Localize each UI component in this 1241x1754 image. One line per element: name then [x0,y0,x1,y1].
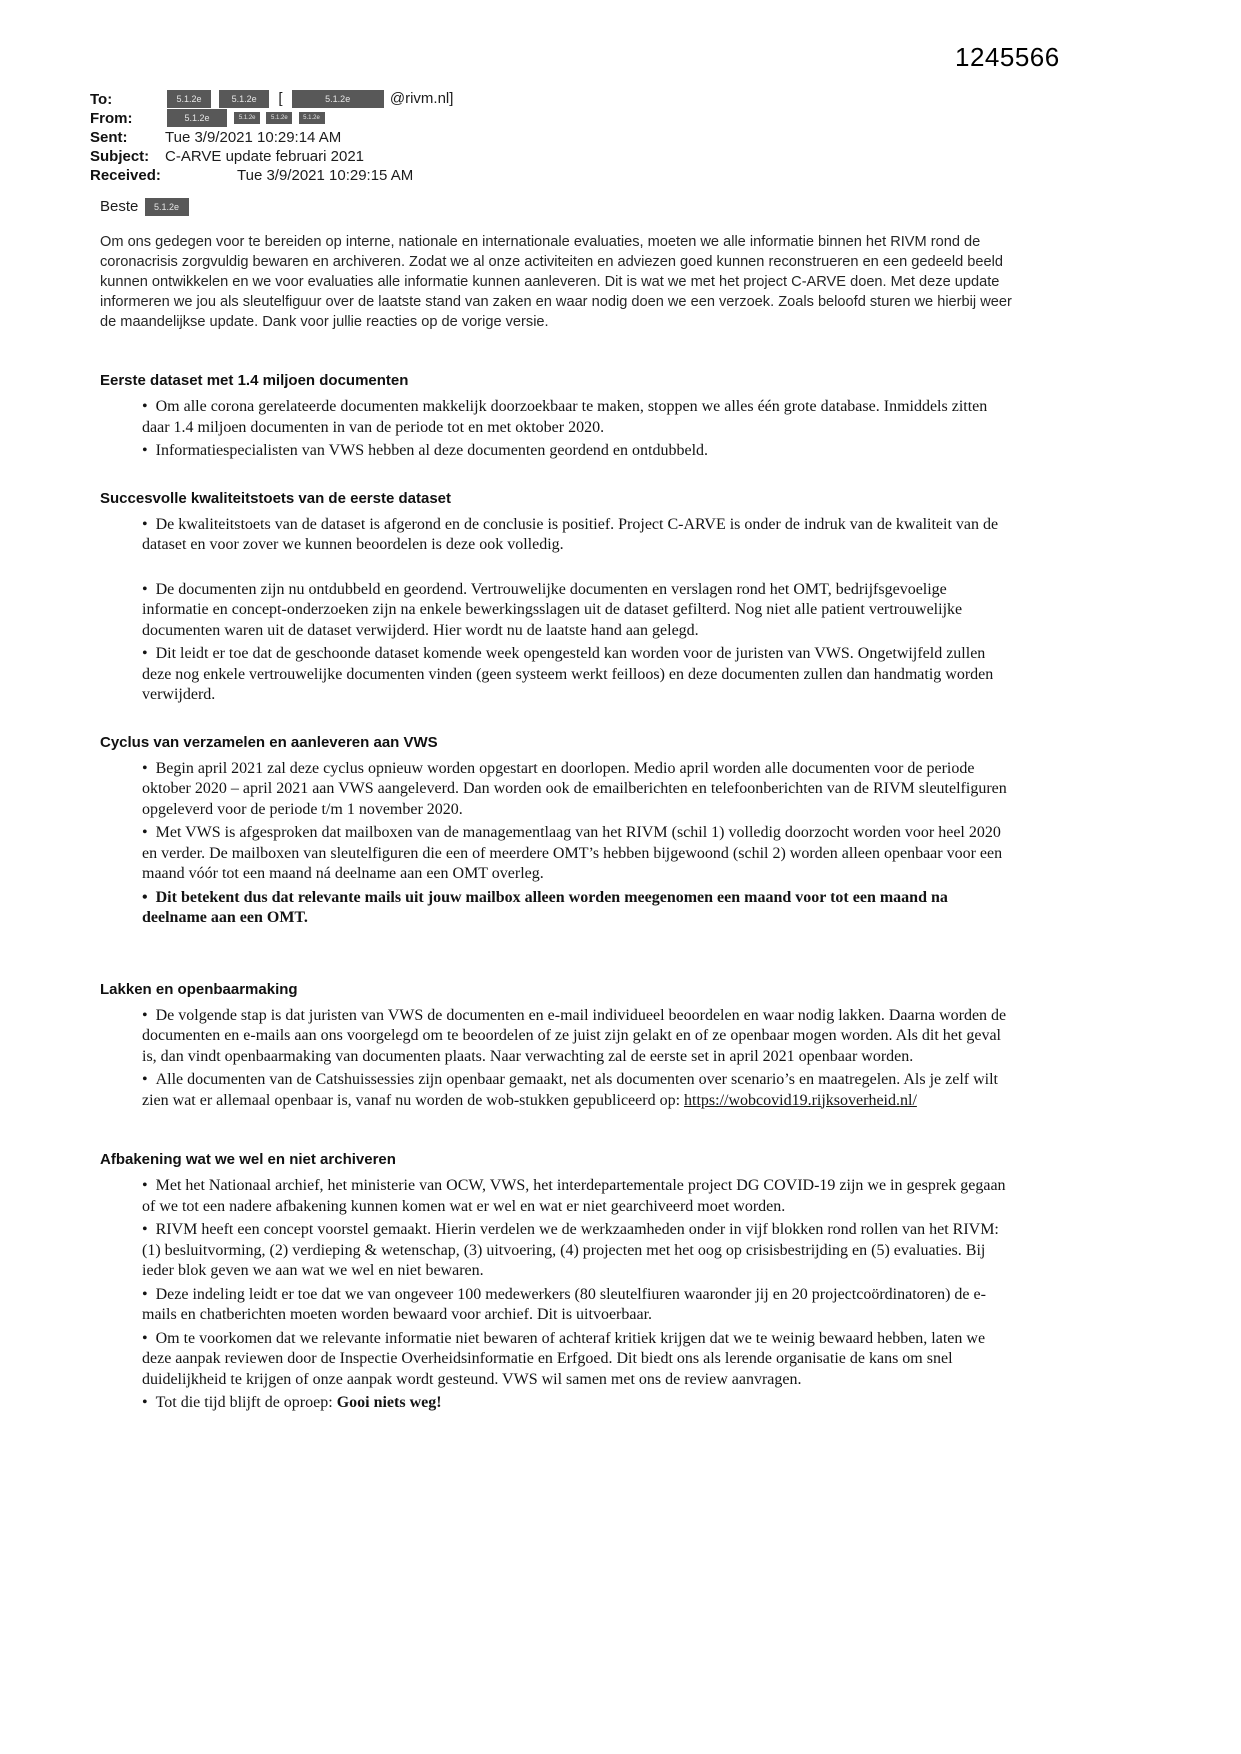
to-label: To: [90,90,113,108]
intro-paragraph: Om ons gedegen voor te bereiden op interne, nationale en internationale evaluaties, moeten we alle informatie binnen het RIVM rond de coronacrisis zorgvuldig bewaren en archiveren. Zodat we al onze activiteiten en adviezen goed kunnen reconstrueren en een gedeeld beeld kunnen ontwikkelen en we voor evaluaties alle informatie kunnen aanleveren. Dit is wat we met het project C-ARVE doen. Met deze update informeren we jou als sleutelfiguur over de laatste stand van zaken en waar nodig doen we een verzoek. Zoals beloofd sturen we hierbij weer de maandelijkse update. Dank voor jullie reacties op de vorige versie. [100,234,1012,330]
bullet-item: • Om alle corona gerelateerde documenten makkelijk doorzoekbaar te maken, stoppen we alles één grote database. Inmiddels zitten daar 1.4 miljoen documenten in van de periode tot en met oktober 2020. [142,397,1015,438]
greeting-text: Beste [100,198,139,215]
header-row-subject [90,147,453,165]
redaction-box-small: 5.1.2e [234,112,260,124]
section-lakken [100,981,1015,1112]
header-row-received [90,166,453,184]
bullet-item [142,1070,1015,1111]
document-number: 1245566 [955,42,1060,72]
subject-label: Subject: [90,147,150,165]
to-bracket: [ [278,90,283,107]
bullet-item: • De kwaliteitstoets van de dataset is afgerond en de conclusie is positief. Project C-ARVE is onder de indruk van de kwaliteit van de dataset en voor zover we kunnen beoordelen is deze ook volledig. [142,515,1015,556]
section-kwaliteitstoets [100,490,1015,706]
section-eerste-dataset [100,372,1015,462]
email-body [100,232,1015,1417]
redaction-box: 5.1.2e [219,90,269,108]
bullet-item: • Om te voorkomen dat we relevante informatie niet bewaren of achteraf kritiek krijgen dat we te weinig bewaard hebben, laten we deze aanpak reviewen door de Inspectie Overheidsinformatie en Erfgoed. Dit biedt ons als lerende organisatie de kans om snel duidelijkheid te krijgen of onze aanpak wordt gesteund. VWS wil samen met ons de review aanvragen. [142,1329,1015,1391]
from-value [165,109,326,127]
redaction-box: 5.1.2e [167,109,227,127]
to-value [165,90,453,108]
bullet-text: Tot die tijd blijft de oproep: [155,1394,337,1411]
section-heading: Eerste dataset met 1.4 miljoen documenten [100,372,409,389]
redaction-box-small: 5.1.2e [299,112,325,124]
bullet-item: • Begin april 2021 zal deze cyclus opnieuw worden opgestart en doorlopen. Medio april worden alle documenten voor de periode oktober 2020 – april 2021 aan VWS aangeleverd. Dan worden ook de emailberichten en telefoonberichten van de RIVM sleutelfiguren opgeleverd voor de periode t/m 1 november 2020. [142,759,1015,821]
subject-value: C-ARVE update februari 2021 [165,147,365,165]
bullet-item: • Dit leidt er toe dat de geschoonde dataset komende week opengesteld kan worden voor de juristen van VWS. Ongetwijfeld zullen deze nog enkele vertrouwelijke documenten vinden (geen systeem werkt feilloos) en deze documenten zullen dan handmatig worden verwijderd. [142,644,1015,706]
bullet-item: • Met VWS is afgesproken dat mailboxen van de managementlaag van het RIVM (schil 1) volledig doorzocht worden voor heel 2020 en verder. De mailboxen van sleutelfiguren die een of meerdere OMT’s hebben bijgewoond (schil 2) worden alleen openbaar voor een maand vóór tot een maand ná deelname aan een OMT overleg. [142,823,1015,885]
received-label: Received: [90,166,161,184]
redaction-box: 5.1.2e [292,90,384,108]
section-heading: Succesvolle kwaliteitstoets van de eerste dataset [100,489,451,507]
sent-label: Sent: [90,128,128,146]
to-domain: @rivm.nl] [389,90,454,107]
bullet-list [100,397,1015,462]
bullet-text-bold: Gooi niets weg! [336,1394,442,1411]
bullet-item: • Met het Nationaal archief, het ministerie van OCW, VWS, het interdepartementale project DG COVID-19 zijn we in gesprek gegaan of we tot een nadere afbakening kunnen komen wat er wel en wat er niet gearchiveerd moet worden. [142,1176,1015,1217]
header-row-sent [90,128,453,146]
bullet-text: Alle documenten van de Catshuissessies zijn openbaar gemaakt, net als documenten over scenario’s en maatregelen. Als je zelf wilt zien wat er allemaal openbaar is, vanaf nu worden de wob-stukken gepubliceerd op: [142,1071,998,1109]
section-afbakening [100,1151,1015,1414]
from-label: From: [90,109,133,127]
bullet-item: • De volgende stap is dat juristen van VWS de documenten en e-mail individueel beoordelen en waar nodig lakken. Daarna worden de documenten en e-mails aan ons voorgelegd om te beoordelen of ze juist zijn gelakt en of ze openbaar mogen worden. Als dit het geval is, dan vindt openbaarmaking van documenten plaats. Naar verwachting zal de eerste set in april 2021 openbaar worden. [142,1006,1015,1068]
sent-value: Tue 3/9/2021 10:29:14 AM [165,128,342,146]
bullet-list [100,515,1015,706]
bullet-item: • RIVM heeft een concept voorstel gemaakt. Hierin verdelen we de werkzaamheden onder in vijf blokken rond rollen van het RIVM: (1) besluitvorming, (2) verdieping & wetenschap, (3) uitvoering, (4) projecten met het oog op crisisbestrijding en (5) evaluaties. Bij ieder blok geven we aan wat we wel en niet bewaren. [142,1220,1015,1282]
wobcovid-link[interactable]: https://wobcovid19.rijksoverheid.nl/ [684,1091,917,1109]
section-heading: Lakken en openbaarmaking [100,980,298,998]
redaction-box: 5.1.2e [167,90,211,108]
section-heading: Afbakening wat we wel en niet archiveren [100,1151,396,1168]
header-row-from [90,109,453,127]
greeting-line [100,198,191,216]
bullet-item-bold: • Dit betekent dus dat relevante mails uit jouw mailbox alleen worden meegenomen een maand voor tot een maand na deelname aan een OMT. [142,888,1015,929]
bullet-list [100,1176,1015,1414]
bullet-item [142,1393,1015,1414]
section-heading: Cyclus van verzamelen en aanleveren aan VWS [100,733,438,751]
received-value: Tue 3/9/2021 10:29:15 AM [237,166,414,184]
bullet-item: • De documenten zijn nu ontdubbeld en geordend. Vertrouwelijke documenten en verslagen rond het OMT, bedrijfsgevoelige informatie en concept-onderzoeken zijn na enkele bewerkingsslagen uit de dataset gefilterd. Nog niet alle patient vertrouwelijke documenten waren uit de dataset verwijderd. Hier wordt nu de laatste hand aan gelegd. [142,580,1015,642]
redaction-box: 5.1.2e [145,198,189,216]
bullet-list [100,759,1015,929]
section-cyclus [100,734,1015,929]
bullet-item: • Deze indeling leidt er toe dat we van ongeveer 100 medewerkers (80 sleutelfiuren waaronder jij en 20 projectcoördinatoren) de e-mails en chatberichten moeten worden bewaard voor archief. Dit is uitvoerbaar. [142,1285,1015,1326]
bullet-item: • Informatiespecialisten van VWS hebben al deze documenten geordend en ontdubbeld. [142,441,1015,462]
email-header [90,90,453,185]
bullet-list [100,1006,1015,1112]
header-row-to [90,90,453,108]
redaction-box-small: 5.1.2e [266,112,292,124]
